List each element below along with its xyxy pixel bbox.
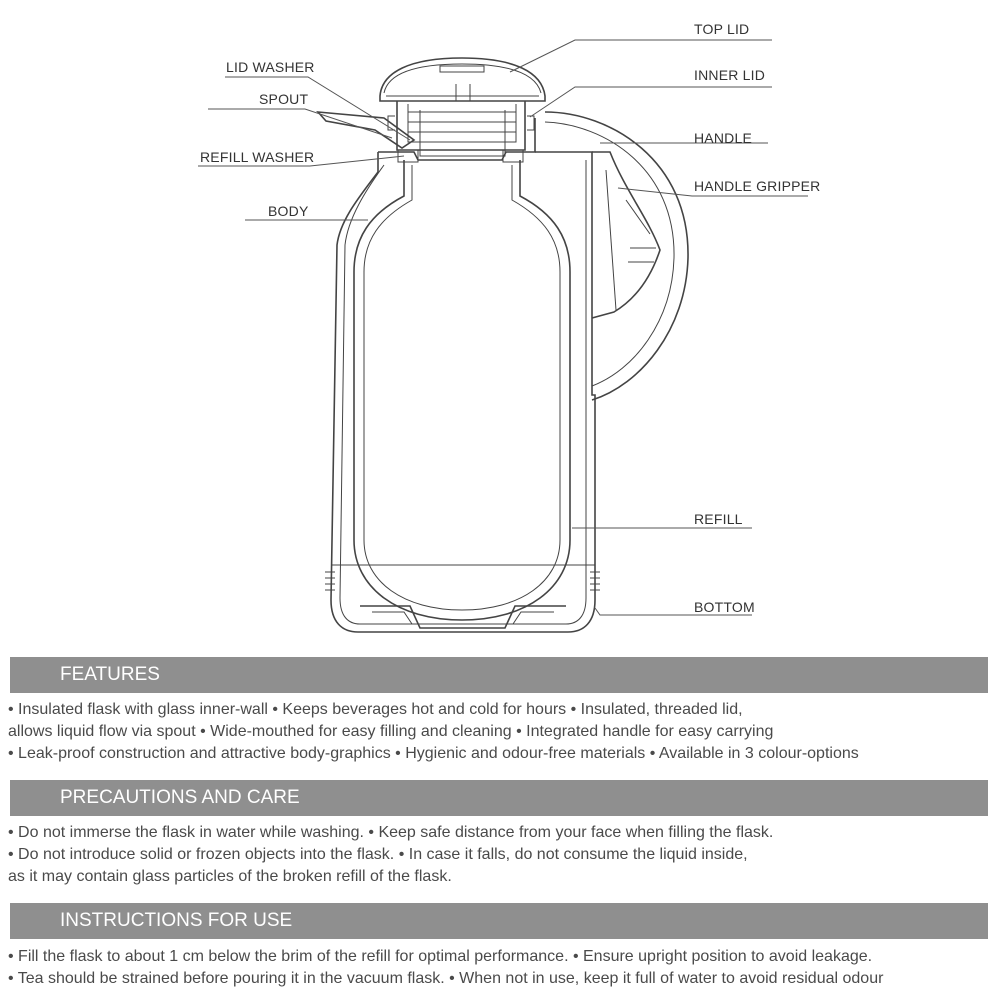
inner-lid-shape (388, 101, 534, 156)
precautions-line: as it may contain glass particles of the broken refill of the flask. (8, 868, 452, 885)
features-header (10, 657, 988, 693)
features-line: allows liquid flow via spout • Wide-mouthed for easy filling and cleaning • Integrated handle for easy carrying (8, 723, 774, 740)
flask-drawing (318, 58, 688, 632)
label-top-lid: TOP LID (694, 21, 750, 37)
label-inner-lid: INNER LID (694, 67, 766, 83)
label-lid-washer: LID WASHER (226, 59, 315, 75)
features-list (8, 699, 992, 765)
label-handle-gripper: HANDLE GRIPPER (694, 178, 821, 194)
label-spout: SPOUT (259, 91, 309, 107)
leader-lines (198, 40, 808, 615)
handle-shape (545, 112, 688, 400)
features-line: • Leak-proof construction and attractive body-graphics • Hygienic and odour-free materials • Available in 3 colour-options (8, 745, 859, 762)
instructions-line: • Tea should be strained before pouring it in the vacuum flask. • When not in use, keep it full of water to avoid residual odour (8, 970, 884, 987)
instructions-line: • Fill the flask to about 1 cm below the brim of the refill for optimal performance. • Ensure upright position to avoid leakage. (8, 948, 873, 965)
top-lid-shape (380, 58, 545, 101)
precautions-line: • Do not immerse the flask in water while washing. • Keep safe distance from your face when filling the flask. (8, 824, 774, 841)
label-refill: REFILL (694, 511, 743, 527)
label-bottom: BOTTOM (694, 599, 755, 615)
spout-shape (318, 112, 414, 148)
features-line: • Insulated flask with glass inner-wall • Keeps beverages hot and cold for hours • Insulated, threaded lid, (8, 701, 743, 718)
precautions-line: • Do not introduce solid or frozen objects into the flask. • In case it falls, do not consume the liquid inside, (8, 846, 748, 863)
instructions-header (10, 903, 988, 939)
neck-shape (378, 118, 535, 160)
label-handle: HANDLE (694, 130, 752, 146)
features-title: FEATURES (60, 664, 160, 685)
refill-shape (354, 160, 570, 620)
instructions-title: INSTRUCTIONS FOR USE (60, 910, 293, 931)
bottom-shape (325, 565, 600, 628)
label-body: BODY (268, 203, 309, 219)
precautions-list (8, 822, 992, 888)
precautions-header (10, 780, 988, 816)
label-refill-washer: REFILL WASHER (200, 149, 315, 165)
precautions-title: PRECAUTIONS AND CARE (60, 787, 300, 808)
instructions-list (8, 946, 992, 990)
